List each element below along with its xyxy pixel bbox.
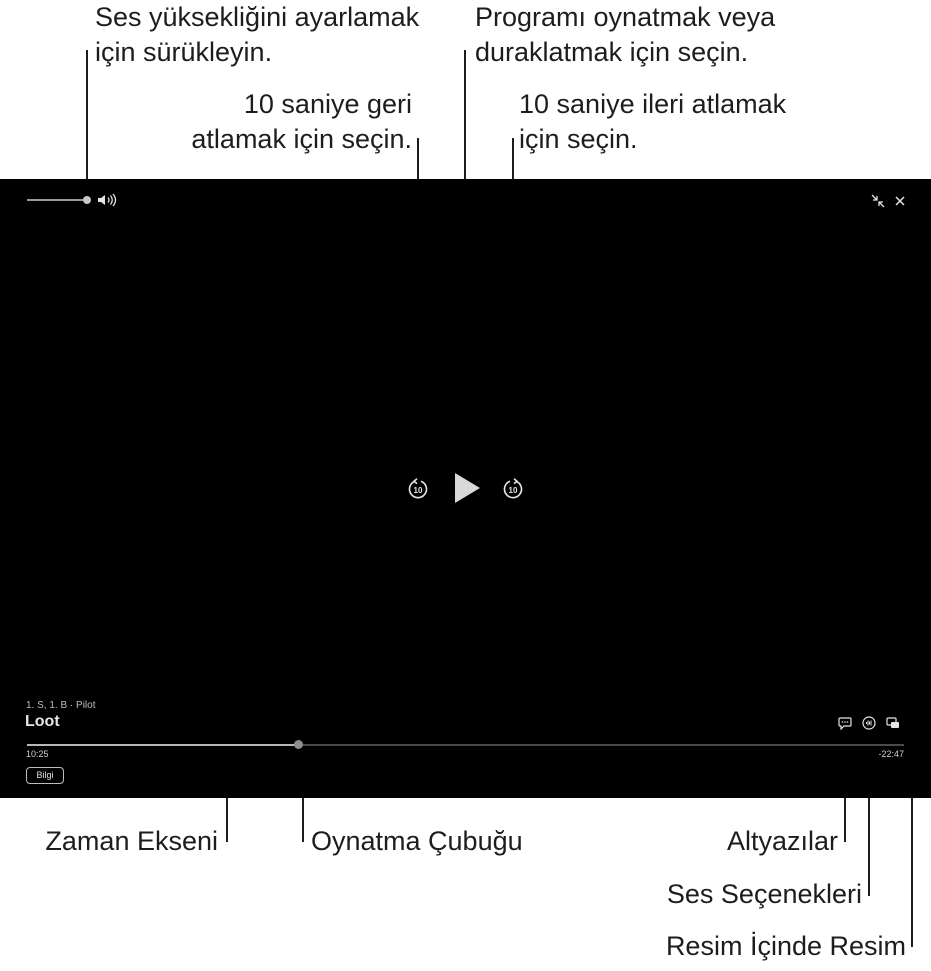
skip-back-10-icon <box>407 478 429 500</box>
info-button[interactable]: Bilgi <box>26 767 64 784</box>
skip-forward-callout: 10 saniye ileri atlamak için seçin. <box>519 89 787 154</box>
speech-bubble-icon[interactable] <box>838 716 852 730</box>
skip-back-button[interactable] <box>407 478 429 500</box>
volume-slider-knob[interactable] <box>83 196 91 204</box>
svg-text:10: 10 <box>413 486 423 495</box>
playhead-callout: Oynatma Çubuğu <box>311 826 523 856</box>
picture-in-picture-icon[interactable] <box>886 716 900 730</box>
remaining-time: -22:47 <box>878 749 904 759</box>
elapsed-time: 10:25 <box>26 749 49 759</box>
audio-options-callout: Ses Seçenekleri <box>666 879 862 909</box>
video-player <box>0 179 931 798</box>
svg-text:10: 10 <box>508 486 518 495</box>
timeline-callout: Zaman Ekseni <box>45 826 218 856</box>
play-icon[interactable] <box>452 471 482 505</box>
speaker-wave-icon[interactable] <box>97 193 117 207</box>
pip-callout: Resim İçinde Resim <box>665 931 906 961</box>
volume-callout: Ses yüksekliğini ayarlamak için sürükleyin. <box>95 2 420 67</box>
subtitles-callout: Altyazılar <box>726 826 838 856</box>
show-title: Loot <box>25 713 60 730</box>
playhead[interactable] <box>294 740 303 749</box>
skip-forward-button[interactable] <box>502 478 524 500</box>
timeline-progress <box>27 744 299 746</box>
shrink-arrows-icon[interactable] <box>871 194 885 208</box>
close-icon[interactable] <box>893 194 907 208</box>
volume-slider[interactable] <box>27 199 85 201</box>
skip-back-callout: 10 saniye geri atlamak için seçin. <box>191 89 412 154</box>
skip-forward-10-icon <box>502 478 524 500</box>
audio-waveform-icon[interactable] <box>862 716 876 730</box>
timeline[interactable] <box>27 744 904 746</box>
episode-label: 1. S, 1. B · Pilot <box>26 700 96 711</box>
play-pause-callout: Programı oynatmak veya duraklatmak için seçin. <box>475 2 776 67</box>
volume-leader-line <box>86 50 88 200</box>
